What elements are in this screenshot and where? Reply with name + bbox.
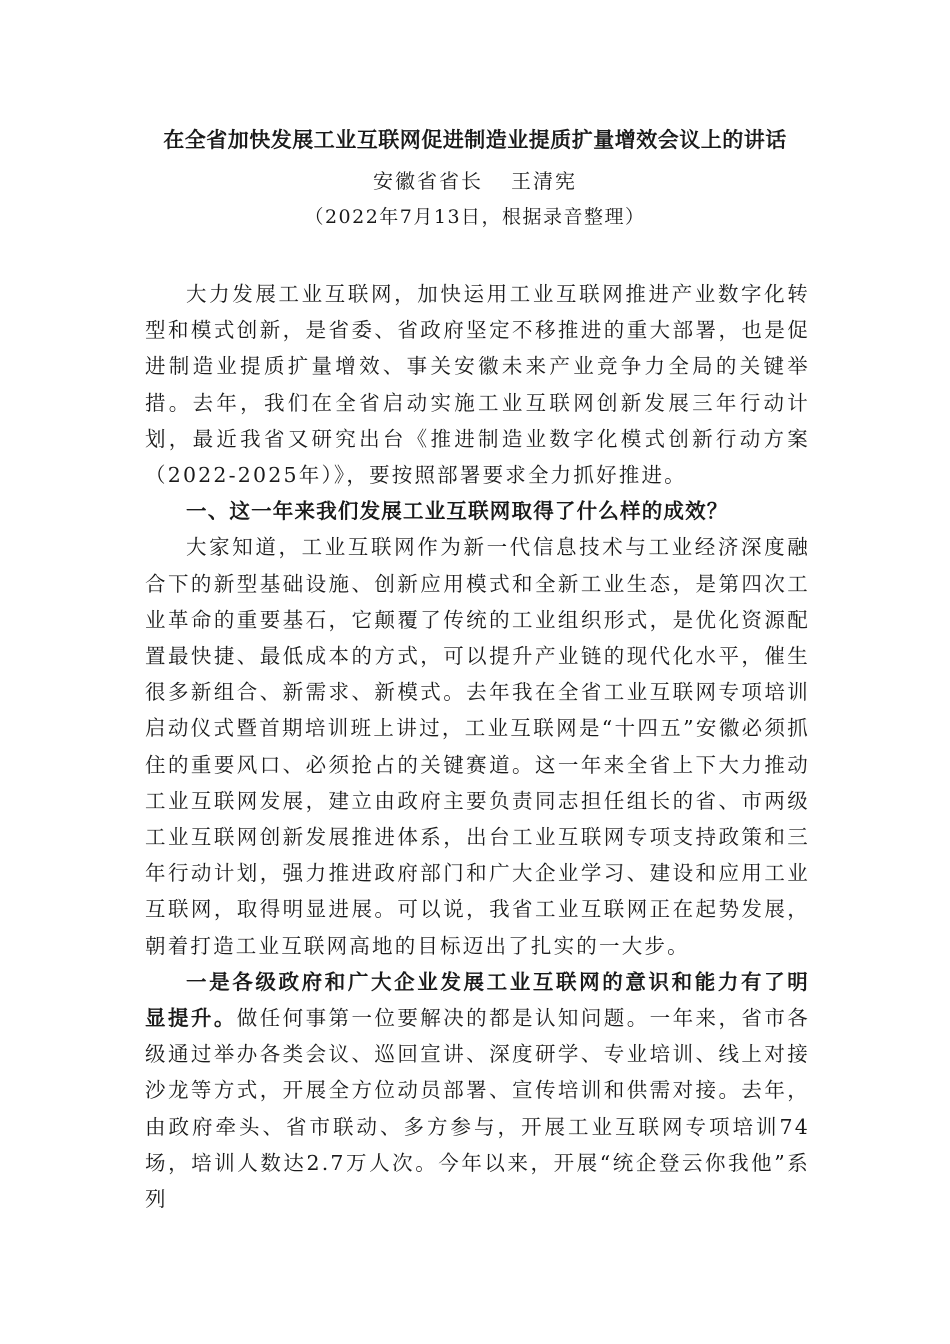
speech-body <box>145 276 810 1217</box>
point-1-body: 做任何事第一位要解决的都是认知问题。一年来，省市各级通过举办各类会议、巡回宣讲、深度研学、专业培训、线上对接沙龙等方式，开展全方位动员部署、宣传培训和供需对接。去年，由政府牵头、省市联动、多方参与，开展工业互联网专项培训74场，培训人数达2.7万人次。今年以来，开展“统企登云你我他”系列 <box>145 1006 810 1212</box>
paragraph-point-1 <box>145 964 810 1217</box>
speaker-line <box>0 166 950 196</box>
date-note: （2022年7月13日，根据录音整理） <box>304 206 646 228</box>
paragraph-achievements: 大家知道，工业互联网作为新一代信息技术与工业经济深度融合下的新型基础设施、创新应用模式和全新工业生态，是第四次工业革命的重要基石，它颠覆了传统的工业组织形式，是优化资源配置最快捷、最低成本的方式，可以提升产业链的现代化水平，催生很多新组合、新需求、新模式。去年我在全省工业互联网专项培训启动仪式暨首期培训班上讲过，工业互联网是“十四五”安徽必须抓住的重要风口、必须抢占的关键赛道。这一年来全省上下大力推动工业互联网发展，建立由政府主要负责同志担任组长的省、市两级工业互联网创新发展推进体系，出台工业互联网专项支持政策和三年行动计划，强力推进政府部门和广大企业学习、建设和应用工业互联网，取得明显进展。可以说，我省工业互联网正在起势发展，朝着打造工业互联网高地的目标迈出了扎实的一大步。 <box>145 535 810 958</box>
speech-title: 在全省加快发展工业互联网促进制造业提质扩量增效会议上的讲话 <box>163 127 787 152</box>
paragraph-intro: 大力发展工业互联网，加快运用工业互联网推进产业数字化转型和模式创新，是省委、省政府坚定不移推进的重大部署，也是促进制造业提质扩量增效、事关安徽未来产业竞争力全局的关键举措。去年，我们在全省启动实施工业互联网创新发展三年行动计划，最近我省又研究出台《推进制造业数字化模式创新行动方案（2022-2025年）》，要按照部署要求全力抓好推进。 <box>145 282 810 488</box>
speaker-name: 王清宪 <box>511 169 577 193</box>
section-heading-1: 一、这一年来我们发展工业互联网取得了什么样的成效？ <box>186 499 729 524</box>
speaker-role: 安徽省省长 <box>373 169 483 193</box>
point-1-lead: 一是各级政府和广大企业发展工业互联网的意识和能力有了明显提升。 <box>145 969 810 1031</box>
